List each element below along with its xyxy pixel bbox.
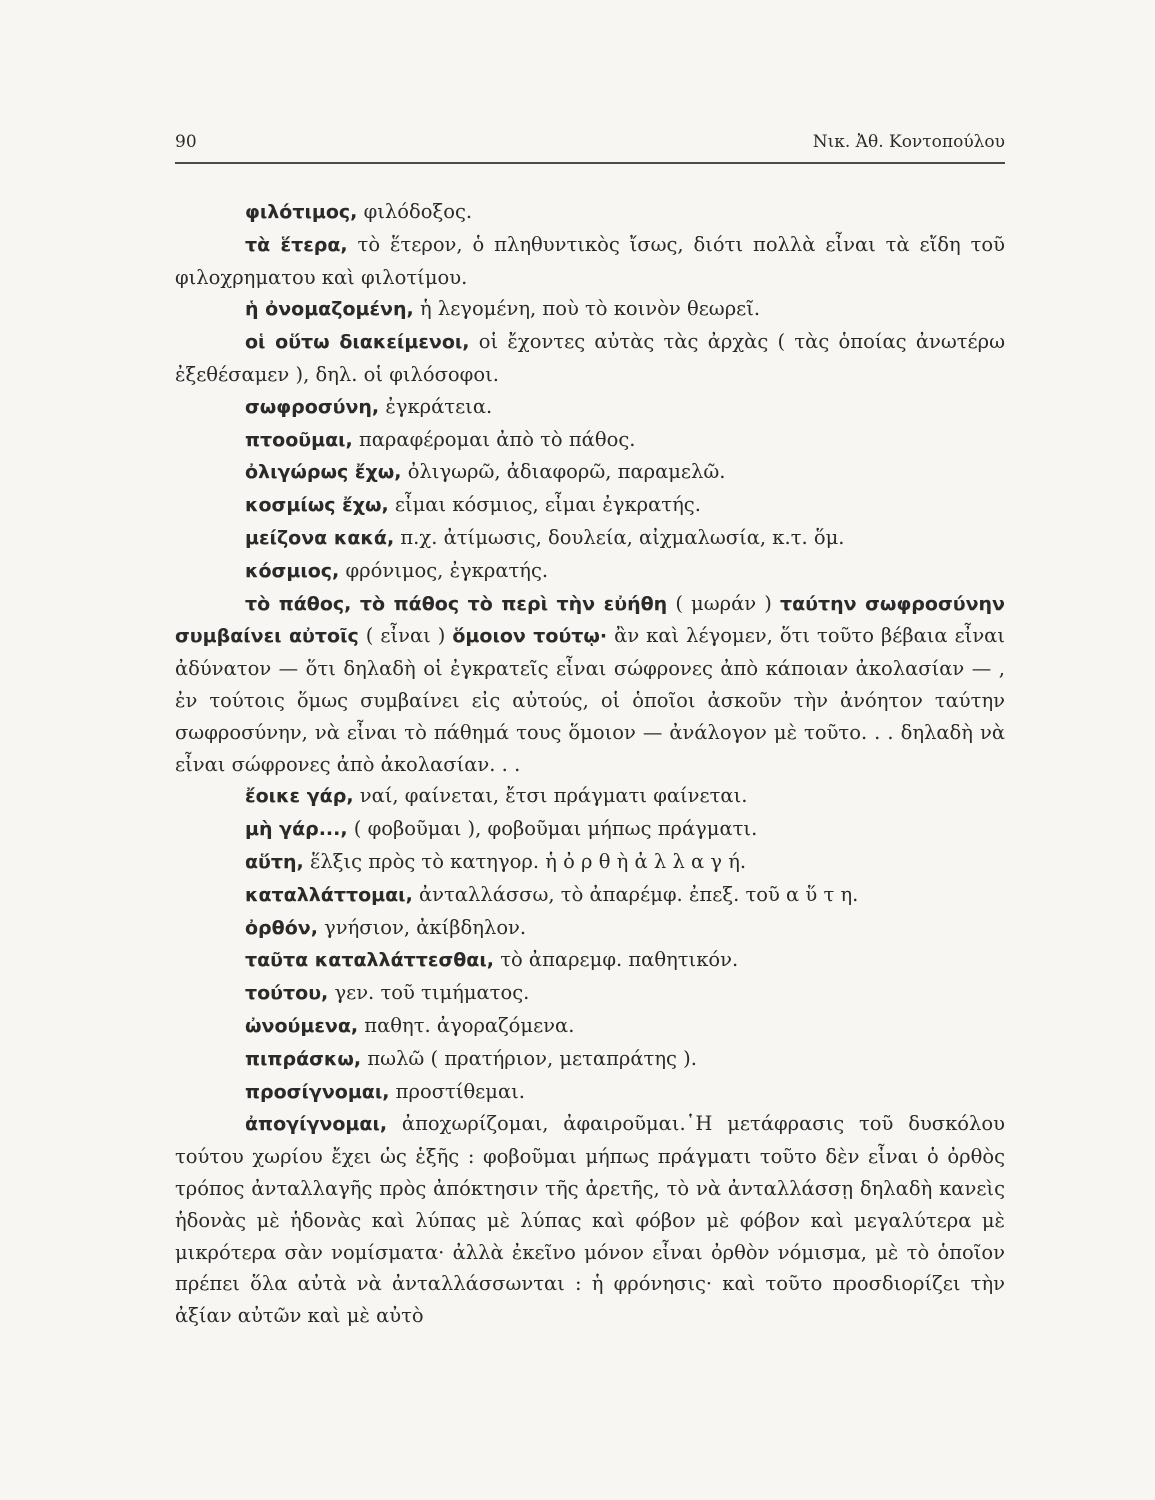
entry (175, 229, 1005, 294)
entry-gloss: ναί, φαίνεται, ἔτσι πράγματι φαίνεται. (353, 784, 748, 808)
entry-gloss: ἀποχωρίζομαι, ἀφαιροῦμαι.῾Η μετάφρασις τοῦ δυσκόλου τούτου χωρίου ἔχει ὡς ἑξῆς : φοβοῦμαι μήπως πράγματι τοῦτο δὲν εἶναι ὁ ὀρθὸς τρόπος ἀνταλλαγῆς πρὸς ἀπόκτησιν τῆς ἀρετῆς, τὸ νὰ ἀνταλλάσσῃ δηλαδὴ κανεὶς ἡδονὰς μὲ ἡδονὰς καὶ λύπας μὲ λύπας καὶ φόβον μὲ φόβον καὶ μεγαλύτερα μὲ μικρότερα σὰν νομίσματα· ἀλλὰ ἐκεῖνο μόνον εἶναι ὀρθὸν νόμισμα, μὲ τὸ ὁποῖον πρέπει ὅλα αὐτὰ νὰ ἀνταλλάσσωνται : ἡ φρόνησις· καὶ τοῦτο προσδιορίζει τὴν ἀξίαν αὐτῶν καὶ μὲ αὐτὸ (175, 1112, 1005, 1328)
entry (175, 1010, 1005, 1043)
entry (175, 846, 1005, 879)
entry-term: ὠνούμενα, (245, 1014, 359, 1037)
entry-term: οἱ οὕτω διακείμενοι, (245, 331, 470, 354)
entry-gloss: φρόνιμος, ἐγκρατής. (339, 558, 549, 582)
entry-gloss: οἱ ἔχοντες αὐτὰς τὰς ἀρχὰς ( τὰς ὁποίας ἀνωτέρω ἐξεθέσαμεν ), δηλ. οἱ φιλόσοφοι. (175, 330, 1005, 386)
entry-gloss: ἀνταλλάσσω, τὸ ἀπαρέμφ. ἐπεξ. τοῦ α ὕ τ η. (412, 882, 859, 906)
entry-gloss: πωλῶ ( πρατήριον, μεταπράτης ). (361, 1046, 697, 1070)
entry (175, 555, 1005, 588)
entry-term: σωφροσύνη, (245, 395, 380, 418)
entry-gloss: παραφέρομαι ἀπὸ τὸ πάθος. (352, 427, 636, 451)
entry (175, 293, 1005, 326)
entry-gloss: τὸ ἀπαρεμφ. παθητικόν. (494, 948, 739, 972)
entry-term: ταῦτα καταλλάττεσθαι, (245, 949, 494, 972)
entry-gloss: π.χ. ἀτίμωσις, δουλεία, αἰχμαλωσία, κ.τ. ὅμ. (394, 525, 845, 549)
entry (175, 879, 1005, 912)
entry-term: τὰ ἕτερα, (245, 233, 348, 256)
running-title: Νικ. Ἀθ. Κοντοπούλου (812, 132, 1005, 152)
entry-term: ταύτην σωφροσύνην συμβαίνει αὐτοῖς (175, 592, 1005, 648)
entry-term: προσίγνομαι, (245, 1080, 390, 1103)
entry-gloss: ἂν καὶ λέγομεν, ὅτι τοῦτο βέβαια εἶναι ἀδύνατον — ὅτι δηλαδὴ οἱ ἐγκρατεῖς εἶναι σώφρονες ἀπὸ κάποιαν ἀκολασίαν — , ἐν τούτοις ὅμως συμβαίνει εἰς αὐτούς, οἱ ὁποῖοι ἀσκοῦν τὴν ἀνόητον ταύτην σωφροσύνην, νὰ εἶναι τὸ πάθημά τους ὅμοιον — ἀνάλογον μὲ τοῦτο. . . δηλαδὴ νὰ εἶναι σώφρονες ἀπὸ ἀκολασίαν. . . (175, 624, 1005, 776)
entry (175, 977, 1005, 1010)
entry-term: κόσμιος, (245, 559, 340, 582)
entry (175, 1108, 1005, 1332)
entry-term: ὀλιγώρως ἔχω, (245, 461, 402, 484)
entry-gloss: γνήσιον, ἀκίβδηλον. (317, 915, 527, 939)
entry-gloss: ἐγκράτεια. (379, 394, 493, 418)
entry-gloss: ἕλξις πρὸς τὸ κατηγορ. ἡ ὀ ρ θ ὴ ἀ λ λ α γ ή. (303, 849, 747, 873)
entry-term: τούτου, (245, 982, 329, 1005)
entry (175, 813, 1005, 846)
entry (175, 424, 1005, 457)
entry-gloss: προστίθεμαι. (389, 1079, 525, 1103)
entry-term: ἡ ὀνομαζομένη, (245, 298, 414, 321)
entry (175, 944, 1005, 977)
entry-term: ὅμοιον τούτῳ· (452, 625, 608, 648)
entry-gloss: ( εἶναι ) (358, 624, 453, 648)
entry-term: πτοοῦμαι, (245, 428, 353, 451)
entry-gloss: γεν. τοῦ τιμήματος. (328, 981, 530, 1005)
entry-gloss: ἡ λεγομένη, ποὺ τὸ κοινὸν θεωρεῖ. (413, 297, 761, 321)
entry-term: ἔοικε γάρ, (245, 785, 354, 808)
entry-gloss: τὸ ἕτερον, ὁ πληθυντικὸς ἴσως, διότι πολλὰ εἶναι τὰ εἴδη τοῦ φιλοχρηματου καὶ φιλοτίμου. (175, 232, 1005, 289)
entry (175, 780, 1005, 813)
entry-term: ὀρθόν, (245, 916, 318, 939)
entry (175, 912, 1005, 945)
entry (175, 326, 1005, 391)
entry (175, 456, 1005, 489)
entry (175, 196, 1005, 229)
entry (175, 1043, 1005, 1076)
entry-gloss: ( μωράν ) (667, 591, 780, 615)
entry-gloss: ὀλιγωρῶ, ἀδιαφορῶ, παραμελῶ. (401, 460, 726, 484)
entry (175, 1076, 1005, 1109)
entry-gloss: παθητ. ἀγοραζόμενα. (358, 1013, 575, 1037)
commentary-body (175, 196, 1005, 1332)
entry-term: κοσμίως ἔχω, (245, 494, 389, 517)
entry-term: καταλλάττομαι, (245, 883, 413, 906)
page-header (175, 128, 1005, 164)
entry-term: μείζονα κακά, (245, 526, 395, 549)
entry-term: ἀπογίγνομαι, (245, 1113, 388, 1136)
entry-term: αὕτη, (245, 850, 304, 873)
entry-term: μὴ γάρ..., (245, 818, 348, 841)
entry-term: τὸ πάθος, τὸ πάθος τὸ περὶ τὴν εὐήθη (245, 592, 668, 615)
entry (175, 489, 1005, 522)
entry-term: πιπράσκω, (245, 1047, 362, 1070)
entry (175, 588, 1005, 781)
page-number: 90 (175, 132, 197, 152)
entry-gloss: φιλόδοξος. (357, 200, 473, 223)
entry (175, 391, 1005, 424)
entry (175, 522, 1005, 555)
entry-gloss: ( φοβοῦμαι ), φοβοῦμαι μήπως πράγματι. (347, 817, 758, 841)
entry-gloss: εἶμαι κόσμιος, εἶμαι ἐγκρατής. (388, 493, 701, 517)
entry-term: φιλότιμος, (245, 201, 358, 223)
